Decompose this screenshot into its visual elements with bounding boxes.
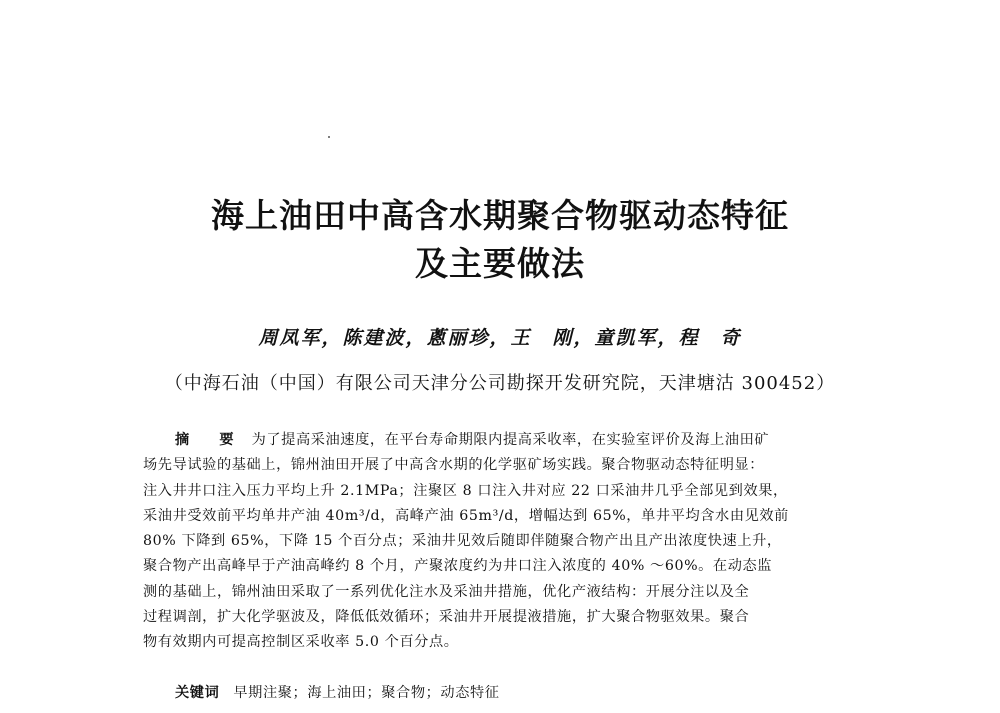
paper-title-line-1: 海上油田中高含水期聚合物驱动态特征 bbox=[211, 196, 789, 235]
abstract-line: 聚合物产出高峰早于产油高峰约 8 个月，产聚浓度约为井口注入浓度的 40% ～60%。在动态监 bbox=[143, 558, 773, 575]
scan-speck bbox=[328, 136, 330, 138]
keywords-label: 关键词 bbox=[175, 685, 220, 701]
keywords bbox=[175, 681, 500, 705]
abstract-line-text: 为了提高采油速度，在平台寿命期限内提高采收率，在实验室评价及海上油田矿 bbox=[251, 432, 770, 448]
author-list: 周凤军，陈建波，蔥丽珍，王 刚，童凯军，程 奇 bbox=[258, 327, 742, 349]
abstract-line: 过程调剖，扩大化学驱波及，降低低效循环；采油井开展提液措施，扩大聚合物驱效果。聚合 bbox=[143, 609, 750, 626]
keywords-text: 早期注聚；海上油田；聚合物；动态特征 bbox=[233, 685, 500, 701]
abstract bbox=[143, 428, 863, 656]
abstract-line: 注入井井口注入压力平均上升 2.1MPa；注聚区 8 口注入井对应 22 口采油井几乎全部见到效果， bbox=[143, 482, 788, 499]
abstract-label: 摘 要 bbox=[175, 432, 242, 448]
affiliation: （中海石油（中国）有限公司天津分公司勘探开发研究院，天津塘沽 300452） bbox=[164, 373, 836, 394]
abstract-line: 采油井受效前平均单井产油 40m³/d，高峰产油 65m³/d，增幅达到 65%，单井平均含水由见效前 bbox=[143, 507, 789, 524]
abstract-line: 场先导试验的基础上，锦州油田开展了中高含水期的化学驱矿场实践。聚合物驱动态特征明显： bbox=[143, 457, 765, 474]
abstract-line: 测的基础上，锦州油田采取了一系列优化注水及采油井措施，优化产液结构：开展分注以及全 bbox=[143, 583, 750, 600]
paper-title-line-2: 及主要做法 bbox=[415, 244, 585, 283]
abstract-line: 80% 下降到 65%，下降 15 个百分点；采油井见效后随即伴随聚合物产出且产出浓度快速上升， bbox=[143, 533, 782, 550]
abstract-line bbox=[143, 428, 863, 453]
abstract-line: 物有效期内可提高控制区采收率 5.0 个百分点。 bbox=[143, 634, 459, 651]
